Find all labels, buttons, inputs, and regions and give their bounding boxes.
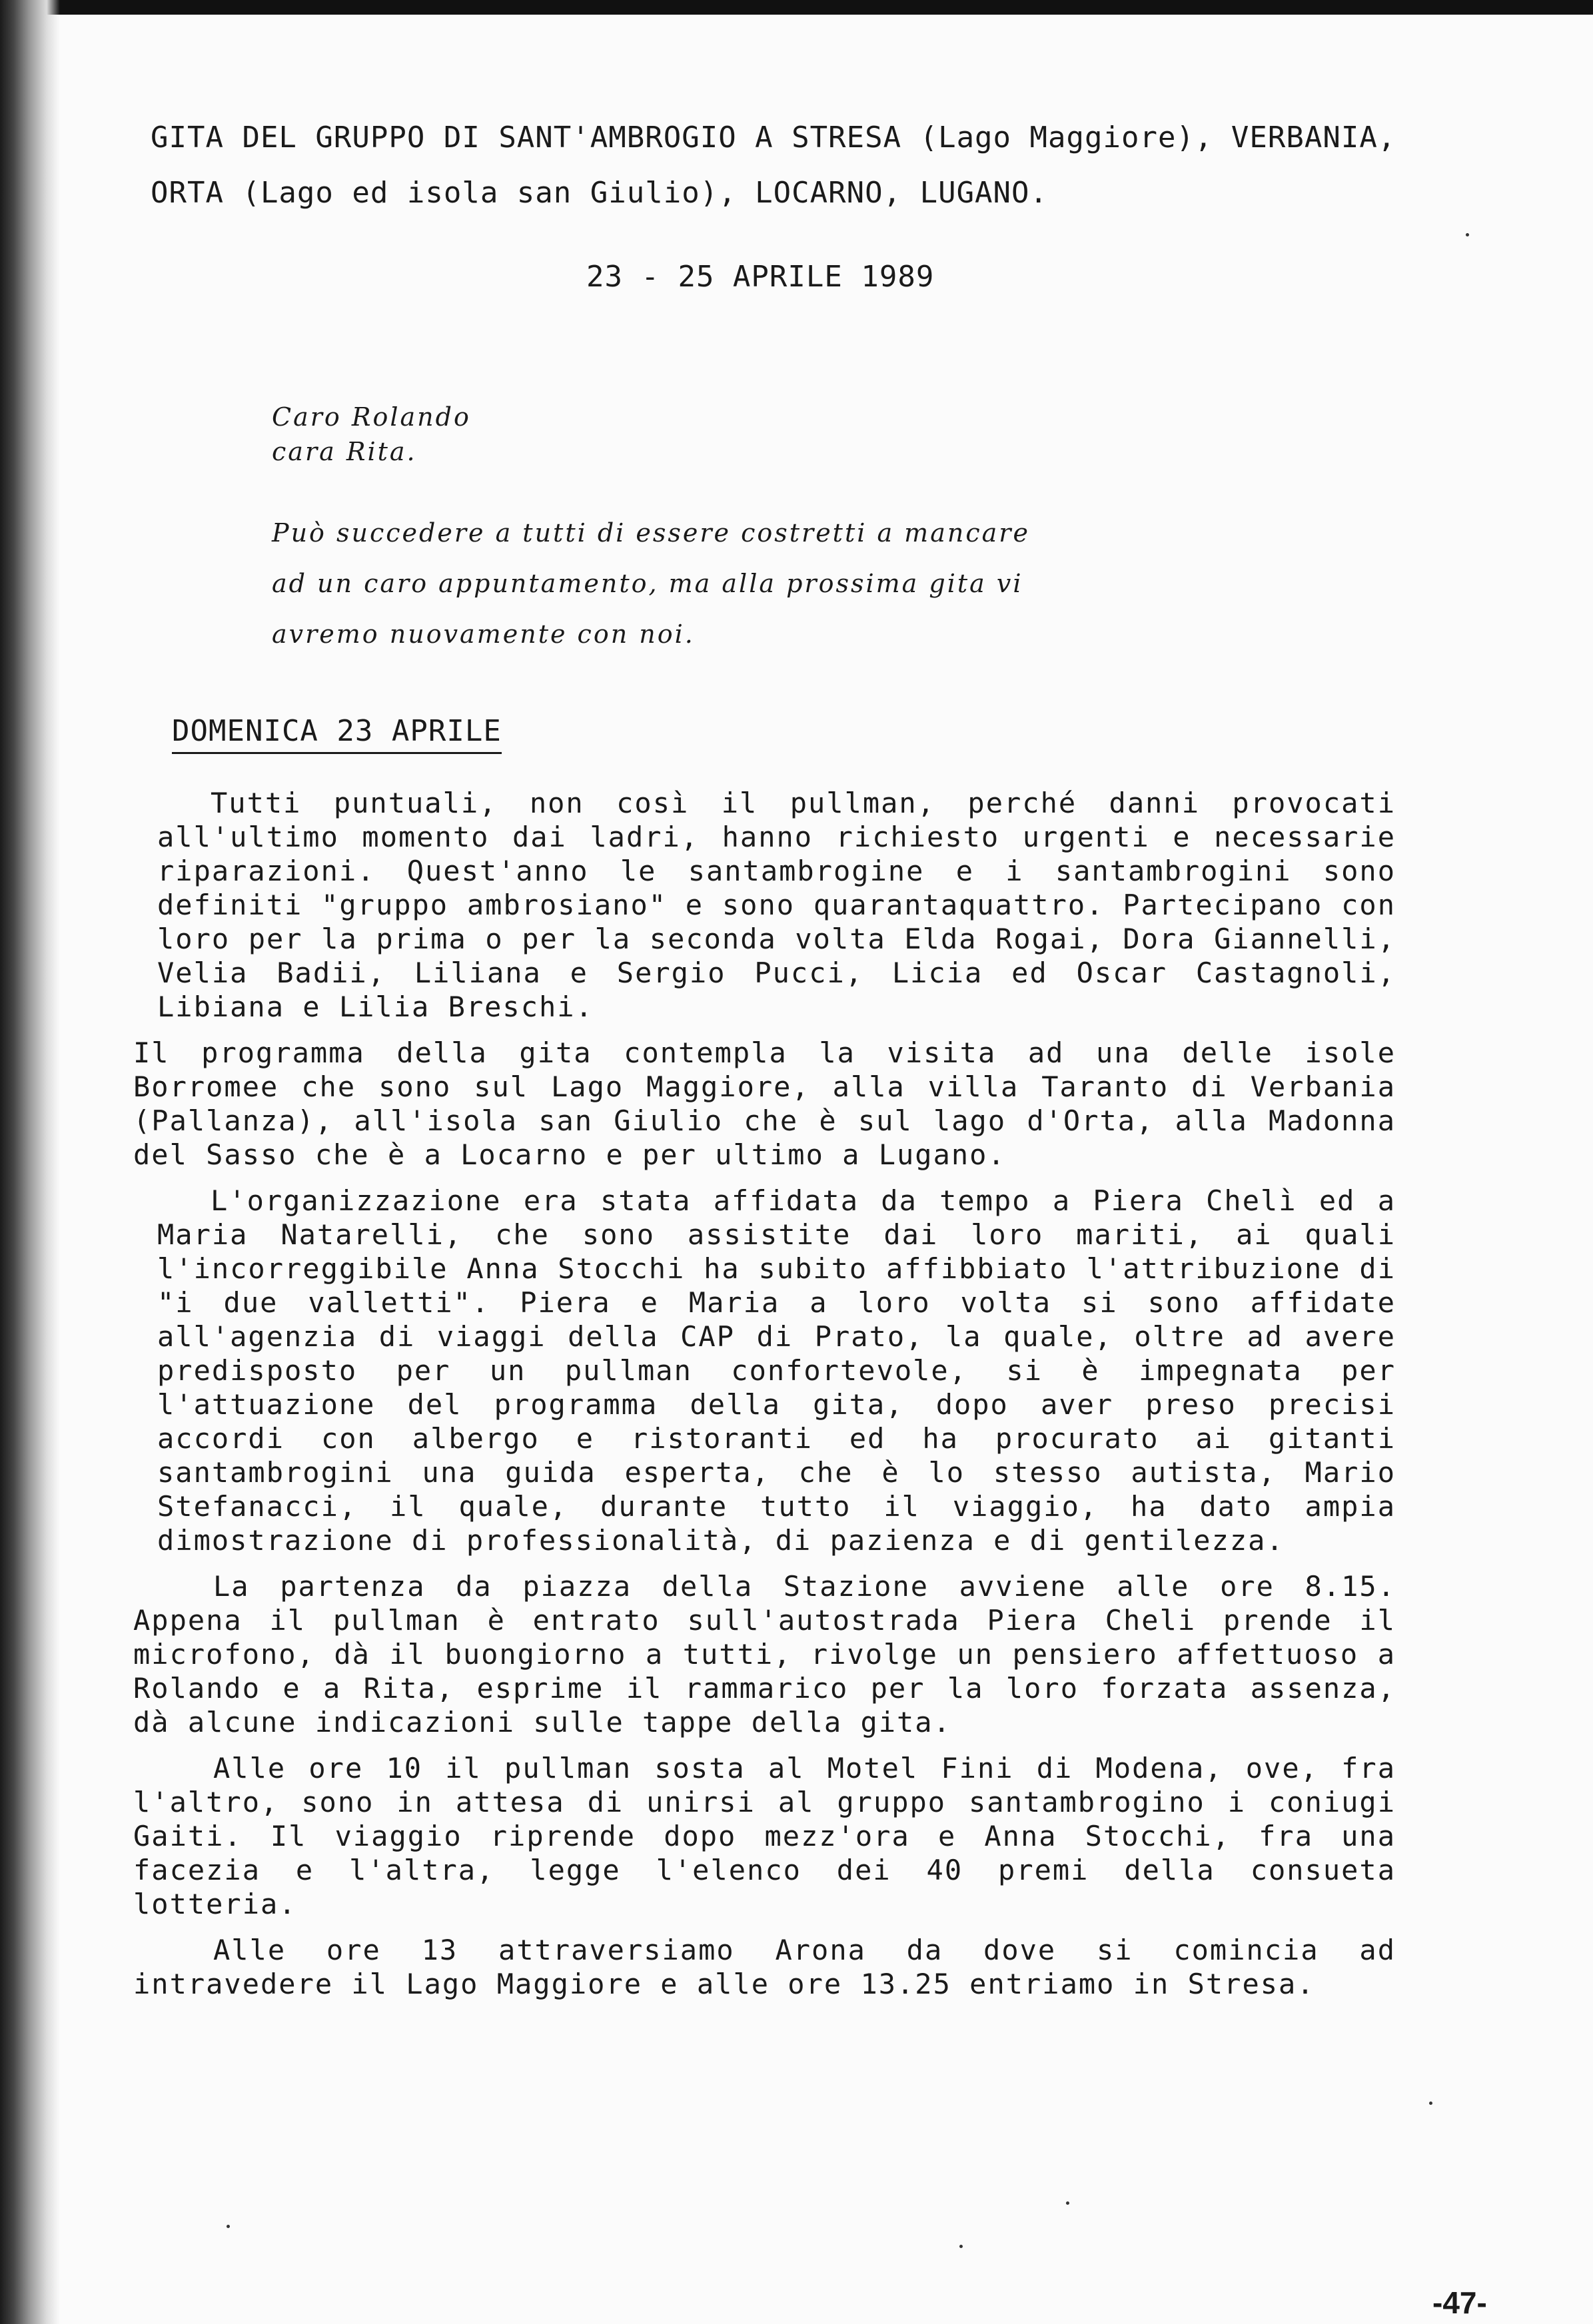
paragraph-2: Il programma della gita contempla la visita ad una delle isole Borromee che sono sul Lago Maggiore, alla villa Taranto di Verbania (Pallanza), all'isola san Giulio che è sul lago d'Orta, alla Madonna del Sasso che è a Locarno e per ultimo a Lugano.	[133, 1036, 1396, 1171]
scan-speck	[1429, 2102, 1432, 2105]
title-line-2: ORTA (Lago ed isola san Giulio), LOCARNO, LUGANO.	[151, 176, 1049, 210]
scan-speck	[959, 2245, 963, 2248]
binding-shadow	[0, 0, 60, 2324]
document-title	[151, 110, 1523, 220]
paragraph-4: La partenza da piazza della Stazione avviene alle ore 8.15. Appena il pullman è entrato sull'autostrada Piera Cheli prende il microfono, dà il buongiorno a tutti, rivolge un pensiero affettuoso a Rolando e a Rita, esprime il rammarico per la loro forzata assenza, dà alcune indicazioni sulle tappe della gita.	[133, 1570, 1396, 1739]
page-number: -47-	[1432, 2285, 1487, 2320]
trip-date: 23 - 25 APRILE 1989	[586, 260, 935, 294]
scan-speck	[227, 2225, 230, 2228]
title-line-1: GITA DEL GRUPPO DI SANT'AMBROGIO A STRESA (Lago Maggiore), VERBANIA,	[151, 121, 1396, 155]
message-line-2: ad un caro appuntamento, ma alla prossima gita vi	[272, 569, 1023, 598]
scan-speck	[1466, 233, 1469, 236]
salutation-2: cara Rita.	[272, 437, 417, 466]
paragraph-3: L'organizzazione era stata affidata da tempo a Piera Chelì ed a Maria Natarelli, che sono assistite dai loro mariti, ai quali l'incorreggibile Anna Stocchi ha subito affibbiato l'attribuzione di "i due valletti". Piera e Maria a loro volta si sono affidate all'agenzia di viaggi della CAP di Prato, la quale, oltre ad avere predisposto per un pullman confortevole, si è impegnata per l'attuazione del programma della gita, dopo aver preso precisi accordi con albergo e ristoranti ed ha procurato ai gitanti santambrogini una guida esperta, che è lo stesso autista, Mario Stefanacci, il quale, durante tutto il viaggio, ha dato ampia dimostrazione di professionalità, di pazienza e di gentilezza.	[157, 1184, 1396, 1557]
paragraph-1: Tutti puntuali, non così il pullman, perché danni provocati all'ultimo momento dai ladri, hanno richiesto urgenti e necessarie riparazioni. Quest'anno le santambrogine e i santambrogini sono definiti "gruppo ambrosiano" e sono quarantaquattro. Partecipano con loro per la prima o per la seconda volta Elda Rogai, Dora Giannelli, Velia Badii, Liliana e Sergio Pucci, Licia ed Oscar Castagnoli, Libiana e Lilia Breschi.	[157, 787, 1396, 1023]
scan-speck	[1066, 2201, 1069, 2205]
body-text	[133, 786, 1396, 2013]
paragraph-5: Alle ore 10 il pullman sosta al Motel Fini di Modena, ove, fra l'altro, sono in attesa di unirsi al gruppo santambrogino i coniugi Gaiti. Il viaggio riprende dopo mezz'ora e Anna Stocchi, fra una facezia e l'altra, legge l'elenco dei 40 premi della consueta lotteria.	[133, 1752, 1396, 1920]
paragraph-6: Alle ore 13 attraversiamo Arona da dove si comincia ad intravedere il Lago Maggiore e alle ore 13.25 entriamo in Stresa.	[133, 1934, 1396, 2000]
message-line-3: avremo nuovamente con noi.	[272, 619, 695, 649]
dedication-letter	[272, 400, 1404, 659]
section-heading: DOMENICA 23 APRILE	[172, 714, 502, 754]
message-line-1: Può succedere a tutti di essere costretti a mancare	[272, 518, 1030, 548]
salutation-1: Caro Rolando	[272, 402, 471, 432]
scan-top-edge	[0, 0, 1593, 15]
